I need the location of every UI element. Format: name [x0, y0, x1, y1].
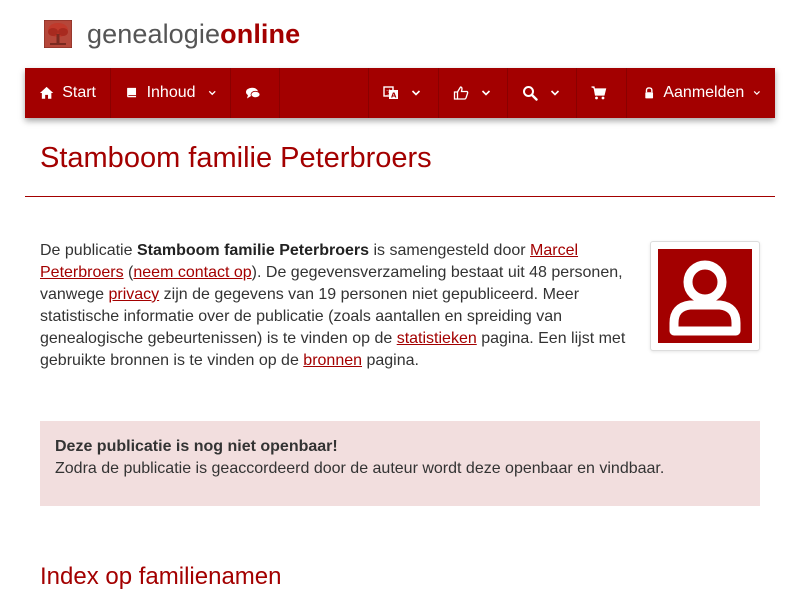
contact-link[interactable]: neem contact op — [133, 264, 252, 281]
statistics-link[interactable]: statistieken — [396, 330, 477, 347]
intro-text: pagina. — [362, 352, 419, 369]
book-icon — [125, 85, 139, 101]
nav-like[interactable] — [439, 68, 508, 118]
intro-text: ( — [123, 264, 134, 281]
nav-login-label: Aanmelden — [663, 84, 745, 101]
logo-text — [87, 18, 300, 50]
chevron-down-icon — [550, 88, 560, 98]
not-public-alert — [40, 421, 760, 506]
site-logo[interactable] — [44, 18, 300, 50]
user-icon — [658, 249, 752, 343]
svg-text:A: A — [391, 91, 397, 100]
chevron-down-icon — [481, 88, 491, 98]
title-divider — [25, 196, 775, 197]
avatar — [658, 249, 752, 343]
intro-text: ). De gegevensverzameling bestaat uit 48 personen, vanwege — [40, 264, 623, 303]
publication-name: Stamboom familie Peterbroers — [136, 242, 370, 259]
nav-shop[interactable] — [577, 68, 627, 118]
main-navbar — [25, 68, 775, 118]
logo-text-online: online — [220, 19, 301, 49]
language-icon — [383, 85, 399, 101]
sources-link[interactable]: bronnen — [303, 352, 363, 369]
intro-text: zijn de gegevens van 19 personen niet gepubliceerd. Meer statistische informatie over de publicatie (zoals aantallen en spreiding van genealogische gebeurtenissen) is te vinden op de — [40, 286, 580, 347]
home-icon — [39, 85, 54, 101]
nav-inhoud-label: Inhoud — [146, 84, 196, 101]
alert-title: Deze publicatie is nog niet openbaar! — [55, 438, 338, 455]
author-link[interactable]: Marcel Peterbroers — [40, 242, 579, 281]
comments-icon — [245, 85, 261, 101]
nav-forum[interactable] — [231, 68, 280, 118]
logo-text-genealogie: genealogie — [87, 19, 221, 49]
privacy-link[interactable]: privacy — [108, 286, 160, 303]
nav-start-label: Start — [62, 84, 96, 101]
alert-body: Zodra de publicatie is geaccordeerd door de auteur wordt deze openbaar en vindbaar. — [55, 460, 665, 477]
cart-icon — [591, 85, 607, 101]
tree-icon — [44, 20, 72, 48]
lock-icon — [643, 85, 655, 101]
nav-inhoud[interactable] — [111, 68, 231, 118]
chevron-down-icon — [208, 88, 216, 98]
nav-start[interactable] — [25, 68, 111, 118]
search-icon — [522, 85, 538, 101]
author-avatar-frame — [650, 241, 760, 351]
chevron-down-icon — [753, 88, 761, 98]
nav-language[interactable] — [369, 68, 439, 118]
nav-login[interactable] — [627, 68, 775, 118]
publication-intro — [40, 240, 630, 372]
svg-text:文: 文 — [386, 88, 393, 97]
thumbs-up-icon — [453, 85, 469, 101]
intro-text: is samengesteld door — [369, 242, 531, 259]
chevron-down-icon — [411, 88, 421, 98]
nav-search[interactable] — [508, 68, 577, 118]
nav-spacer — [280, 68, 369, 118]
intro-text: De publicatie — [40, 242, 137, 259]
page-title: Stamboom familie Peterbroers — [40, 142, 432, 174]
surname-index-heading: Index op familienamen — [40, 563, 282, 590]
intro-text: pagina. Een lijst met gebruikte bronnen is te vinden op de — [40, 330, 626, 369]
